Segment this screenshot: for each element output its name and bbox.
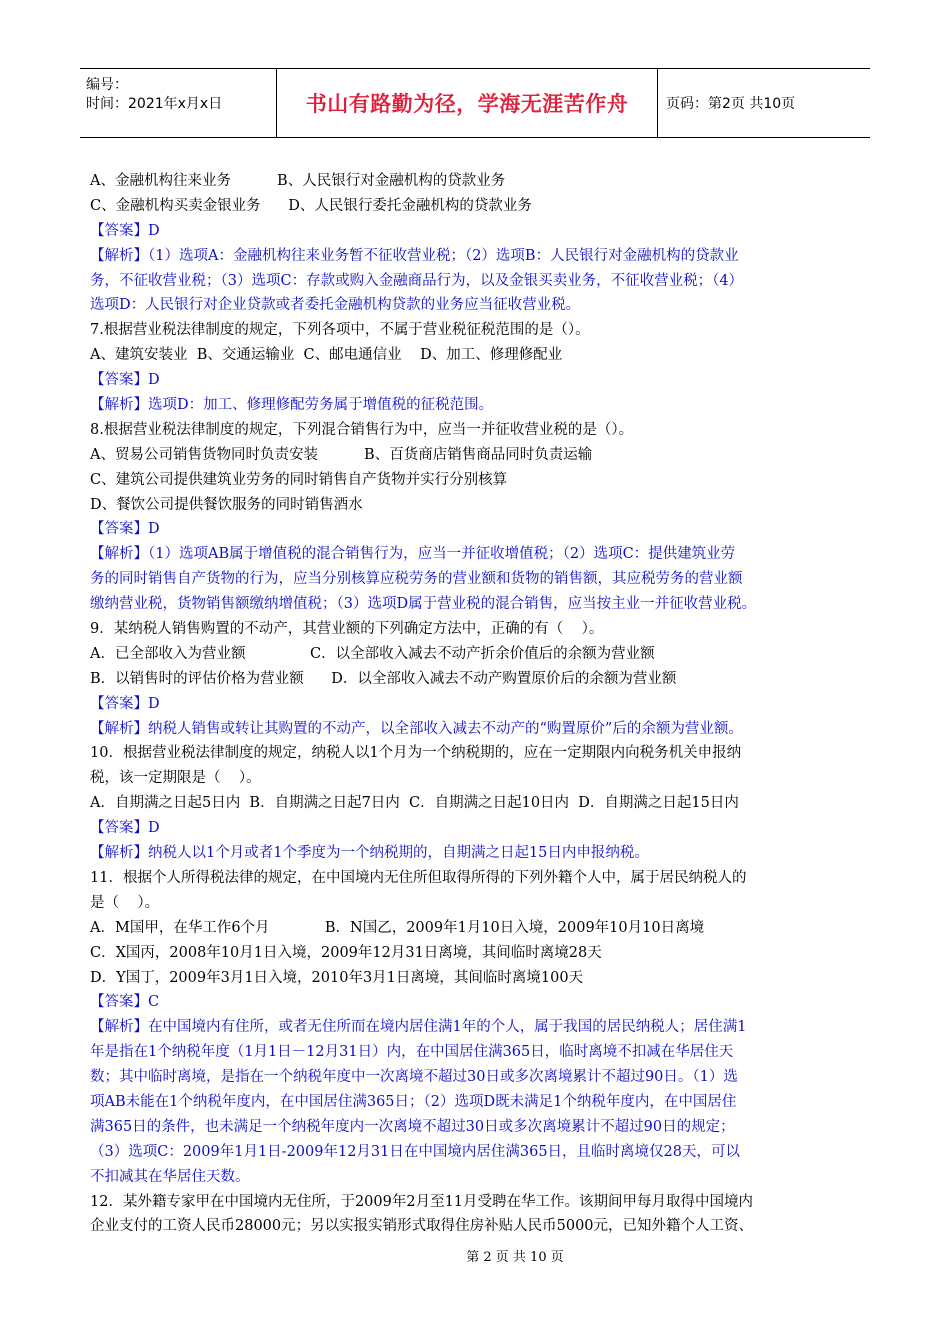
explanation-line: 年是指在1个纳税年度（1月1日－12月31日）内，在中国居住满365日，临时离境不扣减在华居住天 <box>90 1044 734 1061</box>
question-line: 9．某纳税人销售购置的不动产，其营业额的下列确定方法中，正确的有（ ）。 <box>90 621 604 638</box>
explanation-line: （3）选项C：2009年1月1日-2009年12月31日在中国境内居住满365日，且临时离境仅28天，可以 <box>90 1143 740 1160</box>
explanation-line: 务，不征收营业税；（3）选项C：存款或购入金融商品行为，以及金银买卖业务，不征收营业税；（4） <box>90 272 744 289</box>
question-line: A、金融机构往来业务 B、人民银行对金融机构的贷款业务 <box>90 173 506 189</box>
question-line: A、建筑安装业 B、交通运输业 C、邮电通信业 D、加工、修理修配业 <box>90 347 563 364</box>
question-line: A．已全部收入为营业额 C．以全部收入减去不动产折余价值后的余额为营业额 <box>90 645 655 662</box>
question-line: D．Y国丁，2009年3月1日入境，2010年3月1日离境，其间临时离境100天 <box>90 969 584 986</box>
question-line: 8.根据营业税法律制度的规定，下列混合销售行为中，应当一并征收营业税的是（）。 <box>90 421 634 438</box>
question-line: 企业支付的工资人民币28000元；另以实报实销形式取得住房补贴人民币5000元，已知外籍个人工资、 <box>90 1218 754 1235</box>
answer-line: 【答案】C <box>90 994 160 1011</box>
answer-line: 【答案】D <box>90 222 160 239</box>
header-page-info: 页码：第2页 共10页 <box>666 96 796 112</box>
header-meta <box>80 69 276 137</box>
question-line: A、贸易公司销售货物同时负责安装 B、百货商店销售商品同时负责运输 <box>90 446 593 463</box>
explanation-line: 【解析】纳税人销售或转让其购置的不动产，以全部收入减去不动产的“购置原价”后的余额为营业额。 <box>90 720 743 737</box>
explanation-line: 【解析】选项D：加工、修理修配劳务属于增值税的征税范围。 <box>90 397 494 414</box>
answer-line: 【答案】D <box>90 521 160 538</box>
question-line: C．X国丙，2008年10月1日入境，2009年12月31日离境，其间临时离境28天 <box>90 944 602 961</box>
question-line: D、餐饮公司提供餐饮服务的同时销售酒水 <box>90 496 363 513</box>
document-body <box>90 169 865 1239</box>
question-line: A．自期满之日起5日内 B．自期满之日起7日内 C．自期满之日起10日内 D．自期满之日起15日内 <box>90 795 739 812</box>
explanation-line: 项AB未能在1个纳税年度内，在中国居住满365日；（2）选项D既未满足1个纳税年度内，在中国居住 <box>90 1093 737 1110</box>
header-motto-cell <box>276 69 658 137</box>
question-line: 10．根据营业税法律制度的规定，纳税人以1个月为一个纳税期的，应在一定期限内向税务机关申报纳 <box>90 745 742 762</box>
explanation-line: 满365日的条件，也未满足一个纳税年度内一次离境不超过30日或多次离境累计不超过90日的规定； <box>90 1118 735 1135</box>
question-line: A．M国甲，在华工作6个月 B．N国乙，2009年1月10日入境，2009年10月10日离境 <box>90 919 705 936</box>
question-line: 11．根据个人所得税法律的规定，在中国境内无住所但取得所得的下列外籍个人中，属于居民纳税人的 <box>90 869 747 886</box>
code-label: 编号： <box>86 77 128 93</box>
question-line: 税，该一定期限是（ ）。 <box>90 770 261 787</box>
explanation-line: 【解析】在中国境内有住所，或者无住所而在境内居住满1年的个人，属于我国的居民纳税人；居住满1 <box>90 1019 747 1036</box>
question-line: 12．某外籍专家甲在中国境内无住所，于2009年2月至11月受聘在华工作。该期间甲每月取得中国境内 <box>90 1193 754 1210</box>
question-line: B．以销售时的评估价格为营业额 D．以全部收入减去不动产购置原价后的余额为营业额 <box>90 670 677 687</box>
explanation-line: 【解析】纳税人以1个月或者1个季度为一个纳税期的，自期满之日起15日内申报纳税。 <box>90 845 649 862</box>
explanation-line: 选项D：人民银行对企业贷款或者委托金融机构贷款的业务应当征收营业税。 <box>90 297 581 314</box>
question-line: C、金融机构买卖金银业务 D、人民银行委托金融机构的贷款业务 <box>90 197 532 214</box>
explanation-line: 务的同时销售自产货物的行为，应当分别核算应税劳务的营业额和货物的销售额，其应税劳务的营业额 <box>90 571 743 588</box>
explanation-line: 不扣减其在华居住天数。 <box>90 1168 250 1185</box>
explanation-line: 缴纳营业税，货物销售额缴纳增值税；（3）选项D属于营业税的混合销售，应当按主业一并征收营业税。 <box>90 596 757 613</box>
page-header <box>80 68 870 138</box>
header-motto: 书山有路勤为径，学海无涯苦作舟 <box>305 92 629 116</box>
question-line: 7.根据营业税法律制度的规定，下列各项中，不属于营业税征税范围的是（）。 <box>90 322 590 339</box>
answer-line: 【答案】D <box>90 695 160 712</box>
answer-line: 【答案】D <box>90 372 160 389</box>
answer-line: 【答案】D <box>90 820 160 837</box>
explanation-line: 数；其中临时离境，是指在一个纳税年度中一次离境不超过30日或多次离境累计不超过90日。（1）选 <box>90 1069 738 1086</box>
question-line: 是（ ）。 <box>90 894 160 911</box>
page-footer: 第 2 页 共 10 页 <box>466 1250 564 1265</box>
explanation-line: 【解析】（1）选项AB属于增值税的混合销售行为，应当一并征收增值税；（2）选项C：提供建筑业劳 <box>90 546 736 563</box>
time-label: 时间：2021年x月x日 <box>86 96 223 112</box>
question-line: C、建筑公司提供建筑业劳务的同时销售自产货物并实行分别核算 <box>90 471 508 488</box>
explanation-line: 【解析】（1）选项A：金融机构往来业务暂不征收营业税；（2）选项B：人民银行对金融机构的贷款业 <box>90 247 739 264</box>
